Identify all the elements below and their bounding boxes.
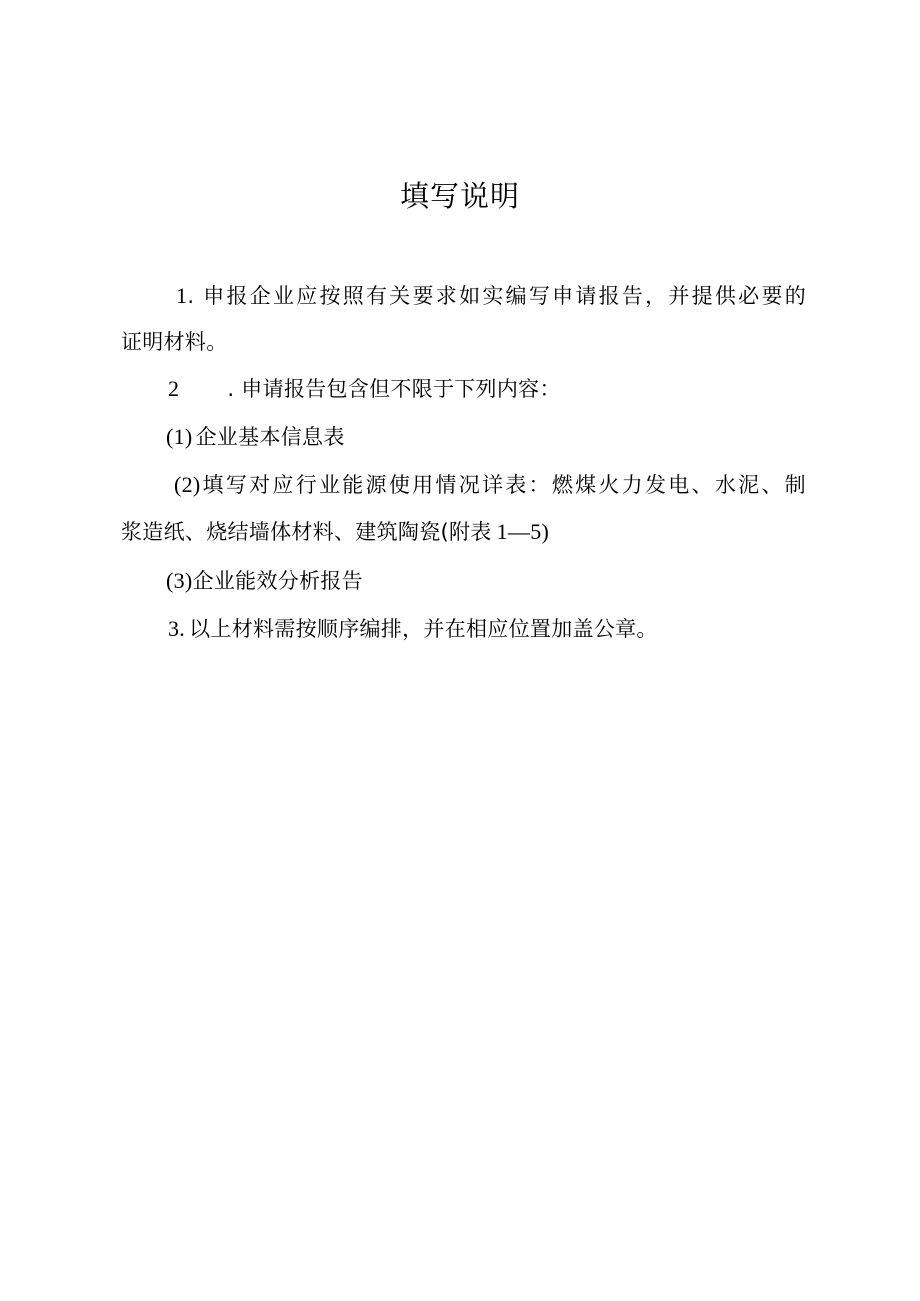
item-1-line-2: 证明材料。 [121, 330, 228, 354]
sub-item-3-number: (3) [166, 568, 193, 593]
item-3 [168, 614, 658, 644]
item-3-text: 以上材料需按顺序编排，并在相应位置加盖公章。 [189, 617, 658, 641]
sub-item-2-text-line-2: 浆造纸、烧结墙体材料、建筑陶瓷(附表 [121, 520, 492, 544]
document-title: 填写说明 [399, 179, 520, 213]
sub-item-3 [166, 566, 363, 596]
sub-item-2-line-2 [121, 517, 549, 547]
item-1-text-line-1: . 申报企业应按照有关要求如实编写申请报告，并提供必要的 [187, 284, 806, 308]
sub-item-2-number: (2) [174, 472, 201, 497]
item-1-line-1 [176, 281, 806, 311]
sub-item-2-line-1 [174, 470, 806, 500]
sub-item-1-number: (1) [166, 424, 193, 449]
sub-item-2-text-line-1: 填写对应行业能源使用情况详表：燃煤火力发电、水泥、制 [200, 473, 806, 497]
sub-item-1 [166, 422, 345, 452]
item-2-text: . 申请报告包含但不限于下列内容： [227, 377, 561, 401]
item-3-number: 3. [168, 616, 186, 641]
sub-item-1-text: 企业基本信息表 [195, 425, 345, 449]
sub-item-3-text: 企业能效分析报告 [192, 569, 363, 593]
item-2-number: 2 [168, 376, 180, 401]
sub-item-2-appendix-range: 1—5) [496, 519, 550, 544]
item-2 [168, 374, 561, 404]
item-1-number: 1 [176, 283, 188, 308]
